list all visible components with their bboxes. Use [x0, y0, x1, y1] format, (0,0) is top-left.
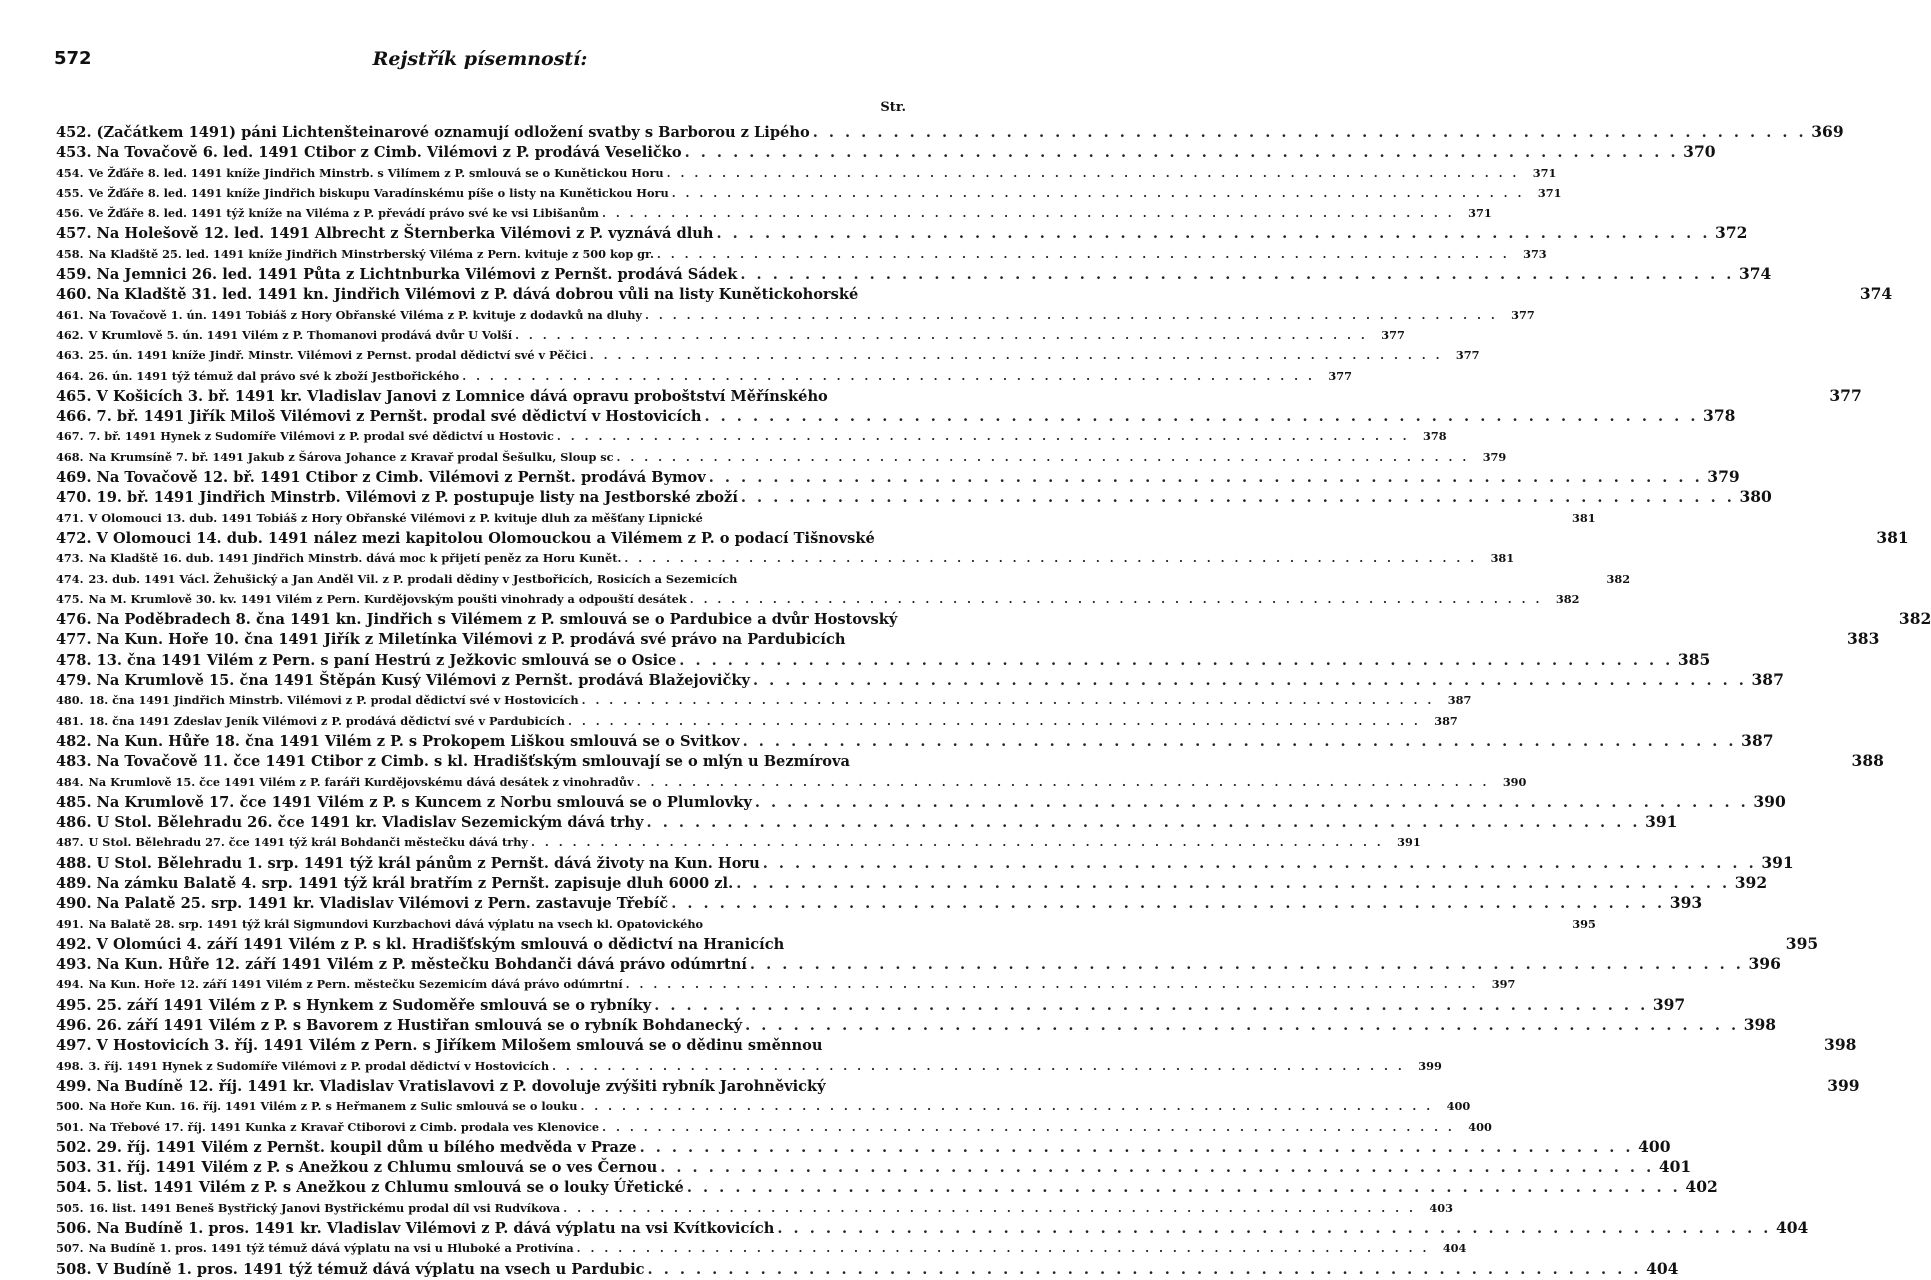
register-entry [56, 730, 1774, 751]
dot-leader [660, 1158, 1654, 1178]
entry-text: Na Kun. Hůře 18. čna 1491 Vilém z P. s Prokopem Liškou smlouvá se o Svitkov [96, 732, 740, 750]
entry-number: 476. [56, 611, 92, 629]
entry-text: 25. září 1491 Vilém z P. s Hynkem z Sudoměře smlouvá se o rybníky [96, 996, 652, 1014]
dot-leader [531, 832, 1384, 852]
entry-text: V Košicích 3. bř. 1491 kr. Vladislav Janovi z Lomnice dává opravu proboštství Měřínského [96, 387, 828, 405]
dot-leader [582, 690, 1435, 710]
dot-leader [753, 671, 1747, 691]
dot-leader [704, 407, 1698, 427]
entry-number: 452. [56, 124, 92, 141]
entry-text: Na Poděbradech 8. čna 1491 kn. Jindřich s Vilémem z P. smlouvá se o Pardubice a dvůr Hostovský [96, 611, 898, 629]
entry-text: 29. říj. 1491 Vilém z Pernšt. koupil dům u bílého medvěda v Praze [96, 1138, 637, 1156]
entry-number: 491. [56, 916, 84, 931]
entry-number: 465. [56, 387, 92, 405]
entry-page-number: 399 [1827, 1075, 1860, 1095]
register-entry [56, 1015, 1777, 1035]
register-entry [56, 933, 1819, 954]
dot-leader [654, 996, 1648, 1016]
register-entry [56, 508, 1596, 528]
dot-leader [690, 589, 1543, 609]
register-entry [56, 325, 1405, 345]
entry-text: Na Hoře Kun. 16. říj. 1491 Vilém z P. s Heřmanem z Sulic smlouvá se o louku [88, 1099, 578, 1114]
entry-number: 460. [56, 286, 92, 304]
dot-leader [813, 123, 1807, 143]
register-entry [56, 751, 1884, 771]
entry-page-number: 404 [1775, 1218, 1809, 1238]
dot-leader [552, 1056, 1405, 1076]
entry-text: 26. září 1491 Vilém z P. s Bavorem z Hustiřan smlouvá se o rybník Bohdanecký [96, 1017, 743, 1035]
entry-number: 478. [56, 651, 92, 669]
entry-text: Na Balatě 28. srp. 1491 týž král Sigmundovi Kurzbachovi dává výplatu na vsech kl. Opatovického [88, 916, 704, 931]
entry-text: Ve Žďáře 8. led. 1491 kníže Jindřich biskupu Varadínskému píše o listy na Kunětickou Horu [88, 185, 669, 200]
register-entry [56, 122, 1844, 142]
dot-leader [685, 143, 1679, 163]
entry-number: 494. [56, 977, 84, 992]
entry-page-number: 371 [1468, 206, 1492, 221]
dot-leader [672, 183, 1525, 203]
entry-number: 503. [56, 1159, 92, 1177]
dot-leader [679, 651, 1673, 671]
entry-text: Na Budíně 1. pros. 1491 týž témuž dává výplatu na vsi u Hluboké a Protivína [88, 1241, 574, 1256]
entry-number: 505. [56, 1200, 84, 1215]
dot-leader [667, 163, 1520, 183]
entry-page-number: 387 [1741, 730, 1774, 750]
entry-number: 469. [56, 469, 92, 487]
entry-page-number: 390 [1753, 791, 1786, 811]
entry-text: 23. dub. 1491 Václ. Žehušický a Jan Anděl Vil. z P. prodali dědiny v Jestbořicích, Rosicích a Sezemicích [88, 571, 738, 586]
register-entry [56, 467, 1740, 487]
entry-text: Na Krumlově 15. čce 1491 Vilém z P. faráři Kurdějovskému dává desátek z vinohradův [88, 774, 634, 789]
register-entry [56, 1075, 1860, 1096]
register-entry [56, 1035, 1857, 1055]
entry-page-number: 383 [1847, 629, 1880, 649]
entry-page-number: 388 [1851, 751, 1884, 771]
dot-leader [577, 1238, 1430, 1258]
entry-text: Na zámku Balatě 4. srp. 1491 týž král bratřím z Pernšt. zapisuje dluh 6000 zl. [96, 874, 734, 892]
entry-page-number: 379 [1707, 467, 1740, 487]
entry-page-number: 402 [1685, 1177, 1718, 1197]
entry-number: 470. [56, 489, 92, 507]
register-entry [56, 914, 1596, 934]
register-entry [56, 1258, 1679, 1279]
register-entry [56, 1218, 1809, 1238]
entry-page-number: 397 [1491, 977, 1516, 992]
entry-number: 457. [56, 225, 92, 243]
entry-page-number: 387 [1751, 670, 1784, 690]
entry-text: Na Kladště 16. dub. 1491 Jindřich Minstrb. dává moc k přijetí peněz za Horu Kunět. [88, 551, 622, 566]
register-entry [56, 649, 1711, 670]
dot-leader [602, 1117, 1455, 1137]
entry-number: 456. [56, 206, 84, 221]
register-entry [56, 1117, 1492, 1137]
register-entry [56, 974, 1516, 994]
entry-text: 25. ún. 1491 kníže Jindř. Minstr. Vilémovi z Pernst. prodal dědictví své v Pěčici [88, 348, 587, 363]
entry-number: 477. [56, 631, 92, 649]
register-entry [56, 772, 1527, 792]
entry-number: 471. [56, 510, 84, 525]
entry-number: 495. [56, 996, 92, 1014]
entry-text: Na Tovačově 12. bř. 1491 Ctibor z Cimb. Vilémovi z Pernšt. prodává Bymov [96, 469, 706, 487]
dot-leader [671, 894, 1665, 914]
entry-number: 497. [56, 1037, 92, 1055]
entry-number: 464. [56, 368, 84, 383]
entry-number: 461. [56, 307, 84, 322]
register-entry [56, 284, 1893, 304]
entry-text: 18. čna 1491 Zdeslav Jeník Vilémovi z P. prodává dědictví své v Pardubicích [88, 713, 566, 728]
entry-number: 463. [56, 348, 84, 363]
register-entry [56, 791, 1786, 812]
entry-page-number: 404 [1646, 1258, 1679, 1278]
entry-text: 26. ún. 1491 týž témuž dal právo své k zboží Jestbořického [88, 368, 460, 383]
entry-number: 454. [56, 165, 84, 180]
entry-text: 7. bř. 1491 Jiřík Miloš Vilémovi z Pernšt. prodal své dědictví v Hostovicích [96, 408, 702, 426]
register-entry [56, 690, 1472, 710]
entry-page-number: 387 [1447, 693, 1472, 708]
entry-text: V Olomouci 13. dub. 1491 Tobiáš z Hory Obřanské Vilémovi z P. kvituje dluh za měšťany Lipnické [88, 510, 703, 525]
entry-number: 462. [56, 327, 84, 342]
entry-text: 3. říj. 1491 Hynek z Sudomíře Vilémovi z P. prodal dědictví v Hostovicích [88, 1058, 550, 1073]
entry-text: V Olomúci 4. září 1491 Vilém z P. s kl. Hradišťským smlouvá o dědictví na Hranicích [96, 935, 785, 953]
entry-number: 484. [56, 774, 84, 789]
register-entry [56, 832, 1421, 852]
entry-page-number: 381 [1876, 527, 1909, 547]
register-entry [56, 569, 1631, 589]
entry-number: 489. [56, 874, 92, 892]
entry-text: V Olomouci 14. dub. 1491 nález mezi kapitolou Olomouckou a Vilémem z P. o podací Tišnovské [96, 529, 875, 547]
entry-page-number: 400 [1446, 1099, 1471, 1114]
entry-page-number: 395 [1572, 916, 1596, 931]
entry-page-number: 396 [1748, 954, 1781, 974]
register-entry [56, 244, 1547, 264]
dot-leader [745, 1016, 1739, 1036]
dot-leader [568, 711, 1421, 731]
entry-text: (Začátkem 1491) páni Lichtenšteinarové oznamují odložení svatby s Barborou z Lipého [96, 124, 810, 141]
dot-leader [590, 345, 1443, 365]
register-entry [56, 1177, 1718, 1197]
entry-page-number: 385 [1677, 649, 1711, 669]
entry-page-number: 377 [1328, 368, 1352, 383]
entry-text: 31. říj. 1491 Vilém z P. s Anežkou z Chlumu smlouvá se o ves Černou [96, 1159, 658, 1177]
entry-number: 481. [56, 713, 84, 728]
register-entry [56, 203, 1492, 223]
entry-number: 467. [56, 429, 84, 444]
dot-leader [736, 874, 1730, 894]
entry-number: 483. [56, 753, 92, 771]
entry-page-number: 374 [1738, 264, 1772, 284]
entry-text: Na Krumsíně 7. bř. 1491 Jakub z Šárova Johance z Kravař prodal Šešulku, Sloup sc [88, 449, 614, 464]
dot-leader [741, 488, 1735, 508]
entry-number: 508. [56, 1260, 92, 1278]
entry-text: Na Kladště 31. led. 1491 kn. Jindřich Vilémovi z P. dává dobrou vůli na listy Kunětickohorské [96, 286, 859, 304]
register-entry [56, 1136, 1671, 1157]
dot-leader [462, 366, 1315, 386]
register-entry [56, 852, 1794, 873]
entry-page-number: 382 [1898, 609, 1931, 629]
entry-page-number: 391 [1645, 812, 1678, 832]
entry-number: 453. [56, 144, 92, 162]
entry-number: 474. [56, 571, 84, 586]
entry-number: 496. [56, 1017, 92, 1035]
entry-number: 498. [56, 1058, 84, 1073]
entry-text: Ve Žďáře 8. led. 1491 týž kníže na Viléma z P. převádí právo své ke vsi Libišanům [88, 206, 599, 221]
entry-page-number: 381 [1571, 510, 1596, 525]
entry-page-number: 390 [1502, 774, 1527, 789]
entry-text: 7. bř. 1491 Hynek z Sudomíře Vilémovi z P. prodal své dědictví u Hostovic [88, 429, 554, 444]
entry-page-number: 397 [1652, 994, 1686, 1014]
register-entry [56, 426, 1447, 446]
register-entry-list [56, 122, 1931, 1279]
entry-number: 480. [56, 693, 84, 708]
entry-number: 458. [56, 246, 84, 261]
entry-number: 488. [56, 854, 92, 872]
entry-number: 485. [56, 793, 92, 811]
entry-page-number: 403 [1429, 1200, 1453, 1215]
entry-text: 13. čna 1491 Vilém z Pern. s paní Hestrú z Ježkovic smlouvá se o Osice [96, 651, 677, 669]
register-entry [56, 812, 1678, 832]
entry-number: 473. [56, 551, 84, 566]
dot-leader [648, 1260, 1642, 1280]
entry-text: Na Kladště 25. led. 1491 kníže Jindřich Minstrberský Viléma z Pern. kvituje z 500 kop gr. [88, 246, 654, 261]
entry-number: 492. [56, 935, 92, 953]
entry-text: 19. bř. 1491 Jindřich Minstrb. Vilémovi z P. postupuje listy na Jestborské zboží [96, 489, 738, 507]
entry-text: Na Kun. Hoře 10. čna 1491 Jiřík z Miletínka Vilémovi z P. prodává své právo na Pardubicích [96, 631, 846, 649]
entry-text: 16. list. 1491 Beneš Bystřický Janovi Bystřickému prodal díl vsi Rudvíkova [88, 1200, 561, 1215]
entry-page-number: 381 [1490, 551, 1515, 566]
entry-page-number: 379 [1482, 449, 1507, 464]
entry-text: Na Kun. Hoře 12. září 1491 Vilém z Pern. městečku Sezemicím dává právo odúmrtní [88, 977, 623, 992]
entry-page-number: 391 [1761, 852, 1794, 872]
entry-number: 466. [56, 408, 92, 426]
entry-page-number: 371 [1537, 185, 1562, 200]
entry-number: 479. [56, 672, 92, 690]
entry-text: 18. čna 1491 Jindřich Minstrb. Vilémovi z P. prodal dědictví své v Hostovicích [88, 693, 579, 708]
entry-page-number: 382 [1555, 591, 1580, 606]
entry-page-number: 378 [1423, 429, 1447, 444]
entry-page-number: 377 [1829, 385, 1862, 405]
entry-page-number: 391 [1397, 835, 1421, 850]
entry-page-number: 392 [1734, 872, 1768, 892]
entry-number: 507. [56, 1241, 84, 1256]
register-entry [56, 711, 1458, 731]
entry-page-number: 373 [1523, 246, 1547, 261]
dot-leader [645, 305, 1498, 325]
entry-page-number: 401 [1658, 1157, 1692, 1177]
entry-number: 468. [56, 449, 84, 464]
entry-page-number: 400 [1638, 1136, 1671, 1156]
entry-number: 506. [56, 1220, 92, 1238]
entry-number: 500. [56, 1099, 84, 1114]
entry-page-number: 395 [1785, 933, 1819, 953]
dot-leader [750, 955, 1744, 975]
page-header [54, 48, 906, 78]
register-entry [56, 670, 1784, 690]
register-entry [56, 264, 1772, 284]
register-entry [56, 366, 1352, 386]
dot-leader [637, 772, 1490, 792]
register-entry [56, 223, 1748, 243]
page-number: 572 [54, 48, 92, 69]
entry-text: Na M. Krumlově 30. kv. 1491 Vilém z Pern. Kurdějovským poušti vinohrady a odpouští desátek [88, 591, 687, 606]
entry-page-number: 374 [1859, 284, 1893, 304]
dot-leader [716, 224, 1710, 244]
dot-leader [557, 426, 1410, 446]
entry-page-number: 369 [1811, 122, 1844, 141]
entry-page-number: 380 [1739, 487, 1772, 507]
register-entry [56, 609, 1931, 629]
register-entry [56, 1157, 1692, 1177]
entry-text: Na Třebové 17. říj. 1491 Kunka z Kravař Ctiborovi z Cimb. prodala ves Klenovice [88, 1119, 600, 1134]
entry-page-number: 372 [1715, 223, 1748, 243]
register-entry [56, 1238, 1467, 1258]
entry-page-number: 371 [1532, 165, 1557, 180]
entry-page-number: 377 [1381, 327, 1405, 342]
entry-text: Ve Žďáře 8. led. 1491 kníže Jindřich Minstrb. s Vilímem z P. smlouvá se o Kunětickou Horu [88, 165, 664, 180]
entry-number: 499. [56, 1077, 92, 1095]
entry-page-number: 377 [1511, 307, 1535, 322]
entry-page-number: 393 [1669, 893, 1703, 913]
register-entry [56, 305, 1535, 325]
entry-page-number: 399 [1418, 1058, 1442, 1073]
entry-number: 502. [56, 1138, 92, 1156]
register-entry [56, 163, 1557, 183]
dot-leader [563, 1198, 1416, 1218]
register-entry [56, 994, 1686, 1015]
register-entry [56, 527, 1909, 548]
entry-text: Na Palatě 25. srp. 1491 kr. Vladislav Vilémovi z Pern. zastavuje Třebíč [96, 895, 669, 913]
entry-page-number: 400 [1468, 1119, 1492, 1134]
dot-leader [743, 732, 1737, 752]
entry-number: 482. [56, 732, 92, 750]
entry-text: U Stol. Bělehradu 1. srp. 1491 týž král pánům z Pernšt. dává životy na Kun. Horu [96, 854, 760, 872]
dot-leader [777, 1219, 1771, 1239]
dot-leader [624, 548, 1477, 568]
dot-leader [709, 468, 1703, 488]
dot-leader [755, 793, 1749, 813]
register-entry [56, 589, 1580, 609]
entry-text: V Hostovicích 3. říj. 1491 Vilém z Pern. s Jiříkem Milošem smlouvá se o dědinu směnnou [96, 1037, 823, 1055]
entry-number: 487. [56, 835, 84, 850]
entry-text: Na Budíně 12. říj. 1491 kr. Vladislav Vratislavovi z P. dovoluje zvýšiti rybník Jarohněvický [96, 1077, 826, 1095]
entry-number: 486. [56, 814, 92, 832]
entry-text: Na Jemnici 26. led. 1491 Půta z Lichtnburka Vilémovi z Pernšt. prodává Sádek [96, 266, 738, 284]
entry-text: Na Krumlově 15. čna 1491 Štěpán Kusý Vilémovi z Pernšt. prodává Blažejovičky [96, 672, 750, 690]
entry-page-number: 382 [1606, 571, 1631, 586]
entry-text: Na Kun. Hůře 12. září 1491 Vilém z P. městečku Bohdanči dává právo odúmrtní [96, 956, 747, 974]
entry-text: V Krumlově 5. ún. 1491 Vilém z P. Thomanovi prodává dvůr U Volší [88, 327, 513, 342]
entry-number: 504. [56, 1179, 92, 1197]
register-entry [56, 487, 1772, 507]
register-entry [56, 872, 1768, 893]
entry-page-number: 377 [1455, 348, 1480, 363]
entry-text: Na Tovačově 6. led. 1491 Ctibor z Cimb. Vilémovi z P. prodává Veseličko [96, 144, 682, 162]
dot-leader [626, 974, 1479, 994]
entry-text: 5. list. 1491 Vilém z P. s Anežkou z Chlumu smlouvá se o louky Úřetické [96, 1179, 684, 1197]
page-column-header: Str. [880, 100, 906, 115]
register-entry [56, 629, 1880, 649]
dot-leader [647, 813, 1641, 833]
entry-text: V Budíně 1. pros. 1491 týž témuž dává výplatu na vsech u Pardubic [96, 1260, 645, 1278]
entry-page-number: 404 [1442, 1241, 1467, 1256]
register-entry [56, 183, 1562, 203]
entry-text: U Stol. Bělehradu 26. čce 1491 kr. Vladislav Sezemickým dává trhy [96, 814, 644, 832]
dot-leader [740, 265, 1734, 285]
register-entry [56, 954, 1781, 974]
entry-number: 490. [56, 895, 92, 913]
entry-page-number: 378 [1703, 406, 1736, 426]
register-entry [56, 385, 1862, 406]
page-title: Rejstřík písemností: [372, 48, 588, 70]
register-entry [56, 1198, 1453, 1218]
entry-number: 501. [56, 1119, 84, 1134]
entry-text: Na Tovačově 11. čce 1491 Ctibor z Cimb. s kl. Hradišťským smlouvají se o mlýn u Bezmírova [96, 753, 850, 771]
dot-leader [617, 447, 1470, 467]
register-entry [56, 406, 1736, 426]
dot-leader [657, 244, 1510, 264]
entry-page-number: 370 [1683, 142, 1716, 162]
dot-leader [687, 1178, 1681, 1198]
entry-number: 455. [56, 185, 84, 200]
register-entry [56, 447, 1507, 467]
register-entry [56, 1056, 1442, 1076]
register-entry [56, 548, 1515, 568]
dot-leader [580, 1096, 1433, 1116]
entry-number: 459. [56, 266, 92, 284]
entry-page-number: 398 [1824, 1035, 1857, 1055]
entry-number: 475. [56, 591, 84, 606]
register-entry [56, 893, 1703, 913]
dot-leader [640, 1138, 1634, 1158]
entry-text: Na Tovačově 1. ún. 1491 Tobiáš z Hory Obřanské Viléma z P. kvituje z dodavků na dluhy [88, 307, 642, 322]
entry-page-number: 398 [1743, 1015, 1777, 1035]
register-entry [56, 142, 1716, 162]
dot-leader [763, 854, 1757, 874]
entry-text: Na Budíně 1. pros. 1491 kr. Vladislav Vilémovi z P. dává výplatu na vsi Kvítkovicích [96, 1220, 775, 1238]
register-entry [56, 1096, 1471, 1116]
register-entry [56, 345, 1480, 365]
entry-text: Na Holešově 12. led. 1491 Albrecht z Šternberka Vilémovi z P. vyznává dluh [96, 225, 714, 243]
entry-text: Na Krumlově 17. čce 1491 Vilém z P. s Kuncem z Norbu smlouvá se o Plumlovky [96, 793, 752, 811]
dot-leader [515, 325, 1368, 345]
entry-text: U Stol. Bělehradu 27. čce 1491 týž král Bohdanči městečku dává trhy [88, 835, 528, 850]
dot-leader [602, 203, 1455, 223]
entry-number: 493. [56, 956, 92, 974]
entry-number: 472. [56, 529, 92, 547]
entry-page-number: 387 [1434, 713, 1458, 728]
